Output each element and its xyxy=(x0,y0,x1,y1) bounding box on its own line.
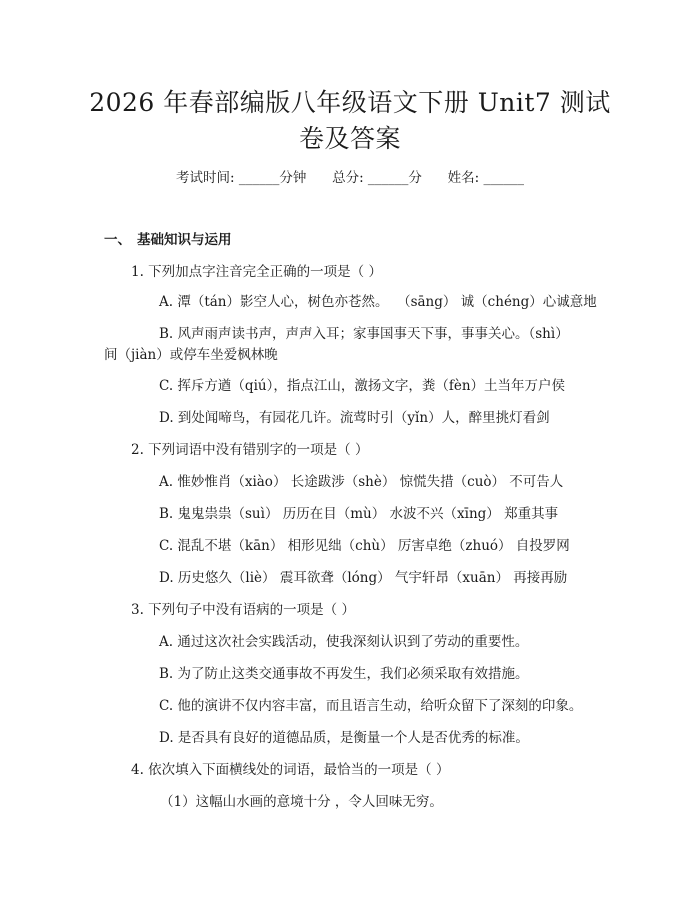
document-title-line-1: 2026 年春部编版八年级语文下册 Unit7 测试 xyxy=(89,88,611,117)
question-stem: 4. 依次填入下面横线处的词语，最恰当的一项是（ ） xyxy=(131,762,450,778)
question-option: B. 风声雨声读书声，声声入耳；家事国事天下事，事事关心。（shì） xyxy=(159,326,569,342)
question-option: D. 历史悠久（liè） 震耳欲聋（lóng） 气宇轩昂（xuān） 再接再励 xyxy=(159,570,568,586)
question-option: B. 鬼鬼祟祟（suì） 历历在目（mù） 水波不兴（xīng） 郑重其事 xyxy=(159,506,559,522)
question-stem: 1. 下列加点字注音完全正确的一项是（ ） xyxy=(131,264,382,280)
document-title-line-2: 卷及答案 xyxy=(298,124,401,153)
exam-meta-line: 考试时间: ______分钟 总分: ______分 姓名: ______ xyxy=(175,170,524,186)
section-title: 基础知识与运用 xyxy=(137,232,232,248)
question-option: B. 为了防止这类交通事故不再发生，我们必须采取有效措施。 xyxy=(159,666,529,682)
question-option: A. 惟妙惟肖（xiào） 长途跋涉（shè） 惊慌失措（cuò） 不可告人 xyxy=(159,474,564,490)
question-option-continuation: 间（jiàn）或停车坐爱枫林晚 xyxy=(104,347,278,363)
question-option: D. 是否具有良好的道德品质，是衡量一个人是否优秀的标准。 xyxy=(159,730,529,746)
question-option: C. 挥斥方遒（qiú），指点江山，激扬文字，粪（fèn）土当年万户侯 xyxy=(159,378,566,394)
question-option: C. 他的演讲不仅内容丰富，而且语言生动，给听众留下了深刻的印象。 xyxy=(159,698,583,714)
question-option: C. 混乱不堪（kān） 相形见绌（chù） 厉害卓绝（zhuó） 自投罗网 xyxy=(159,538,570,554)
question-option: A. 潭（tán）影空人心，树色亦苍然。 （sāng） 诚（chéng）心诚意地 xyxy=(159,294,597,310)
section-heading xyxy=(104,231,232,249)
question-stem: 2. 下列词语中没有错别字的一项是（ ） xyxy=(131,442,369,458)
section-number: 一、 xyxy=(104,232,131,248)
question-stem: 3. 下列句子中没有语病的一项是（ ） xyxy=(131,602,355,618)
question-subitem: （1）这幅山水画的意境十分 ，令人回味无穷。 xyxy=(160,794,443,810)
question-option: D. 到处闻啼鸟，有园花几许。流莺时引（yǐn）人，醉里挑灯看剑 xyxy=(159,410,550,426)
question-option: A. 通过这次社会实践活动，使我深刻认识到了劳动的重要性。 xyxy=(159,634,529,650)
